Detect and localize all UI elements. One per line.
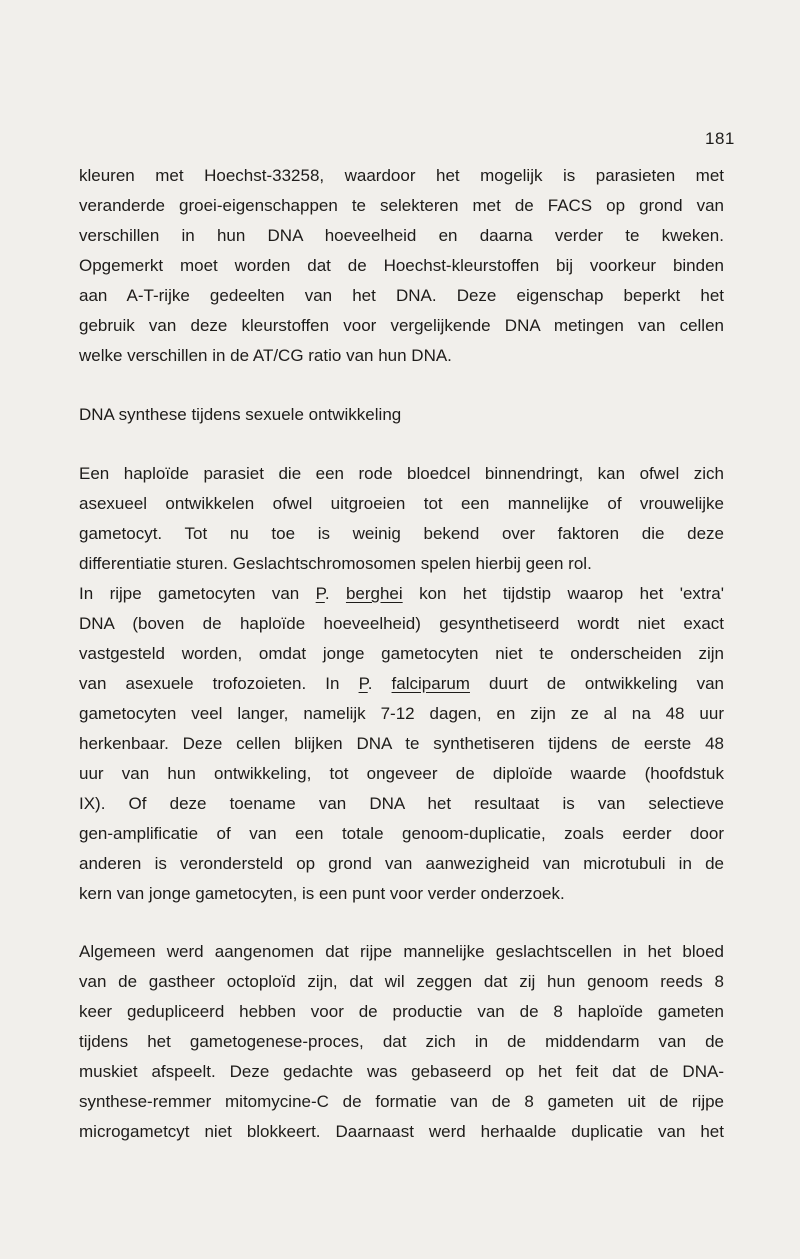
text-span: van asexuele trofozoieten. In: [79, 674, 359, 693]
text-span: .: [324, 584, 346, 603]
paragraph-line: kleuren met Hoechst-33258, waardoor het mogelijk is parasieten met: [79, 166, 724, 185]
paragraph-line: welke verschillen in de AT/CG ratio van hun DNA.: [79, 346, 452, 365]
text-span: duurt de ontwikkeling van: [469, 674, 725, 693]
genus-abbreviation: P: [358, 674, 368, 693]
paragraph-line: keer gedupliceerd hebben voor de productie van de 8 haploïde gameten: [79, 1002, 724, 1021]
paragraph-line: microgametcyt niet blokkeert. Daarnaast werd herhaalde duplicatie van het: [79, 1122, 724, 1141]
paragraph-line: Algemeen werd aangenomen dat rijpe mannelijke geslachtscellen in het bloed: [79, 942, 724, 961]
paragraph-line: gametocyten veel langer, namelijk 7-12 dagen, en zijn ze al na 48 uur: [79, 704, 724, 723]
species-name: berghei: [345, 584, 403, 603]
paragraph-line: van de gastheer octoploïd zijn, dat wil zeggen dat zij hun genoom reeds 8: [79, 972, 724, 991]
paragraph-line: kern van jonge gametocyten, is een punt voor verder onderzoek.: [79, 884, 565, 903]
paragraph-line: muskiet afspeelt. Deze gedachte was gebaseerd op het feit dat de DNA-: [79, 1062, 724, 1081]
paragraph-line: gebruik van deze kleurstoffen voor vergelijkende DNA metingen van cellen: [79, 316, 724, 335]
paragraph-line: [79, 584, 724, 604]
paragraph-line: gen-amplificatie of van een totale genoom-duplicatie, zoals eerder door: [79, 824, 724, 843]
paragraph-line: Opgemerkt moet worden dat de Hoechst-kleurstoffen bij voorkeur binden: [79, 256, 724, 275]
text-span: In rijpe gametocyten van: [79, 584, 316, 603]
section-heading: DNA synthese tijdens sexuele ontwikkeling: [79, 405, 402, 424]
paragraph-line: anderen is verondersteld op grond van aanwezigheid van microtubuli in de: [79, 854, 724, 873]
paragraph-line: synthese-remmer mitomycine-C de formatie van de 8 gameten uit de rijpe: [79, 1092, 724, 1111]
paragraph-line: tijdens het gametogenese-proces, dat zich in de middendarm van de: [79, 1032, 724, 1051]
paragraph-line: [79, 674, 724, 694]
paragraph-line: differentiatie sturen. Geslachtschromosomen spelen hierbij geen rol.: [79, 554, 592, 573]
paragraph-line: Een haploïde parasiet die een rode bloedcel binnendringt, kan ofwel zich: [79, 464, 724, 483]
paragraph-line: uur van hun ontwikkeling, tot ongeveer de diploïde waarde (hoofdstuk: [79, 764, 724, 783]
paragraph-line: aan A-T-rijke gedeelten van het DNA. Deze eigenschap beperkt het: [79, 286, 724, 305]
text-span: .: [367, 674, 392, 693]
genus-abbreviation: P: [315, 584, 325, 603]
species-name: falciparum: [391, 674, 470, 693]
paragraph-line: IX). Of deze toename van DNA het resultaat is van selectieve: [79, 794, 724, 813]
paragraph-line: verschillen in hun DNA hoeveelheid en daarna verder te kweken.: [79, 226, 724, 245]
text-span: kon het tijdstip waarop het 'extra': [402, 584, 724, 603]
paragraph-line: herkenbaar. Deze cellen blijken DNA te synthetiseren tijdens de eerste 48: [79, 734, 724, 753]
paragraph-line: asexueel ontwikkelen ofwel uitgroeien tot een mannelijke of vrouwelijke: [79, 494, 724, 513]
page-number: 181: [705, 129, 735, 148]
paragraph-line: DNA (boven de haploïde hoeveelheid) gesynthetiseerd wordt niet exact: [79, 614, 724, 633]
paragraph-line: vastgesteld worden, omdat jonge gametocyten niet te onderscheiden zijn: [79, 644, 724, 663]
paragraph-line: veranderde groei-eigenschappen te selekteren met de FACS op grond van: [79, 196, 724, 215]
paragraph-line: gametocyt. Tot nu toe is weinig bekend over faktoren die deze: [79, 524, 724, 543]
